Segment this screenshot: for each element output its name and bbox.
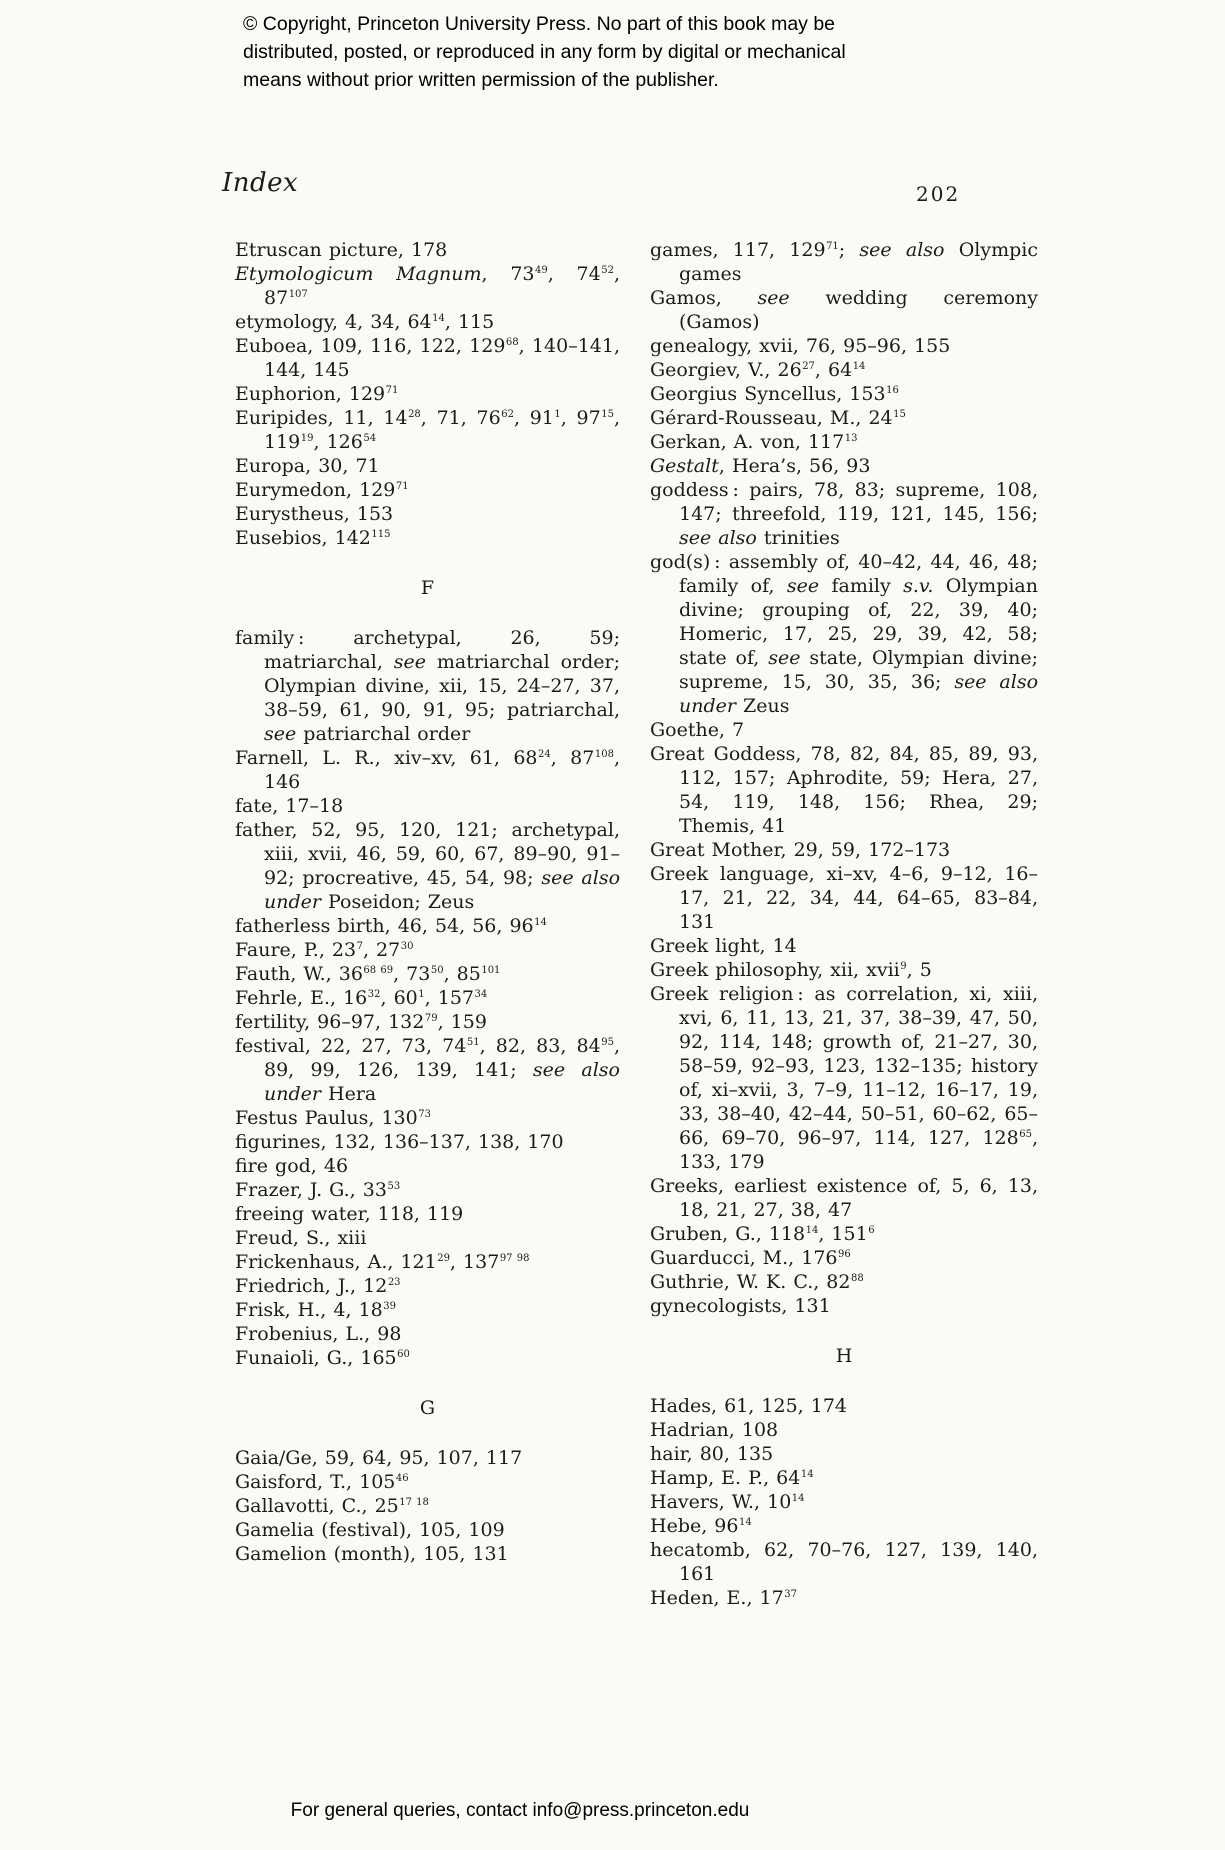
index-entry: Europa, 30, 71 [235,455,380,477]
index-entry: Gestalt, Hera’s, 56, 93 [650,455,871,477]
footnote-reference: 96 [838,1249,851,1260]
index-entry: Fehrle, E., $16^{32}$, $60^1$, $157^{34}$ [235,987,488,1009]
index-entry: genealogy, xvii, 76, 95–96, 155 [650,335,951,357]
index-entry: Frickenhaus, A., $121^{29}$, $137^{97 98}$ [235,1251,530,1273]
section-letter-h: H [835,1345,853,1367]
italic-text: see also under [264,1059,620,1105]
index-entry: Greek language, xi–xv, 4–6, 9–12, 16–17, 21, 22, 34, 44, 64–65, 83–84, 131 [650,863,1038,933]
footnote-reference: 14 [852,361,866,372]
index-entry: Frobenius, L., 98 [235,1323,402,1345]
index-entry: Eurymedon, $129^{71}$ [235,479,409,501]
footnote-reference: 46 [395,1473,409,1484]
footnote-reference: 79 [424,1013,438,1024]
footnote-reference: 97 98 [499,1253,530,1264]
copyright-line: distributed, posted, or reproduced in any form by digital or mechanical [243,41,846,63]
footnote-reference: 53 [387,1181,401,1192]
footnote-reference: 65 [1019,1129,1032,1140]
index-column-left [235,238,620,1566]
footnote-reference: 52 [601,265,614,276]
index-entry: fire god, 46 [235,1155,349,1177]
index-entry: Greek philosophy, xii, xvii$^9$, 5 [650,959,932,981]
footnote-reference: 73 [418,1109,431,1120]
index-entry: Etymologicum Magnum, $73^{49}$, $74^{52}$, $87^{107}$ [235,263,620,309]
footnote-reference: 32 [367,989,381,1000]
index-entry: Euphorion, $129^{71}$ [235,383,399,405]
section-letter-g: G [419,1397,436,1419]
footnote-reference: 14 [432,313,445,324]
footnote-reference: 101 [481,965,501,976]
index-entry: gynecologists, 131 [650,1295,831,1317]
footnote-reference: 28 [408,409,421,420]
index-entry: Georgiev, V., $26^{27}$, $64^{14}$ [650,359,866,381]
index-entry: figurines, 132, 136–137, 138, 170 [235,1131,564,1153]
footnote-reference: 68 [505,337,519,348]
page-title: Index [222,168,299,198]
index-entry: Friedrich, J., $12^{23}$ [235,1275,401,1297]
index-entry: Gamelia (festival), 105, 109 [235,1519,505,1541]
footnote-reference: 16 [886,385,899,396]
footnote-reference: 14 [738,1517,752,1528]
index-entry: Frisk, H., 4, $18^{39}$ [235,1299,396,1321]
italic-text: see [757,287,790,309]
index-entry: Great Goddess, 78, 82, 84, 85, 89, 93, 112, 157; Aphrodite, 59; Hera, 27, 54, 119, 148, 156; Rhea, 29; Themis, 41 [650,743,1038,837]
footnote-reference: 23 [387,1277,401,1288]
index-entry: Gruben, G., $118^{14}$, $151^6$ [650,1223,875,1245]
index-entry: Georgius Syncellus, $153^{16}$ [650,383,899,405]
index-entry: Gaisford, T., $105^{46}$ [235,1471,409,1493]
italic-text: Etymologicum Magnum [235,263,482,285]
footnote-reference: 71 [395,481,409,492]
footnote-reference: 15 [601,409,614,420]
footnote-reference: 1 [554,409,561,420]
footnote-reference: 71 [826,241,839,252]
footnote-reference: 115 [371,529,391,540]
index-entry: hecatomb, 62, 70–76, 127, 139, 140, 161 [650,1539,1038,1585]
index-entry: Farnell, L. R., xiv–xv, 61, $68^{24}$, $87^{108}$, 146 [235,747,620,793]
italic-text: see also [859,239,945,261]
index-entry: Festus Paulus, $130^{73}$ [235,1107,431,1129]
footnote-reference: 1 [418,989,425,1000]
footnote-reference: 108 [594,749,614,760]
footnote-reference: 30 [400,941,414,952]
index-entry: family : archetypal, 26, 59; matriarchal, see matriarchal order; Olympian divine, xii, 15, 24–27, 37, 38–59, 61, 90, 91, 95; patriarchal, see patriarchal order [235,627,620,745]
index-column-right [650,238,1038,1610]
index-entry: Greek light, 14 [650,935,797,957]
index-entry: Great Mother, 29, 59, 172–173 [650,839,951,861]
index-entry: Faure, P., $23^7$, $27^{30}$ [235,939,414,961]
index-entry: Gallavotti, C., $25^{17 18}$ [235,1495,429,1517]
footer-contact: For general queries, contact info@press.princeton.edu [290,1800,750,1821]
footnote-reference: 24 [538,749,551,760]
index-entry: father, 52, 95, 120, 121; archetypal, xiii, xvii, 46, 59, 60, 67, 89–90, 91–92; procreative, 45, 54, 98; see also under Poseidon; Zeus [235,819,621,913]
footnote-reference: 37 [784,1589,797,1600]
footnote-reference: 95 [601,1037,614,1048]
italic-text: see [393,651,426,673]
footnote-reference: 13 [844,433,858,444]
index-entry: Eurystheus, 153 [235,503,394,525]
footnote-reference: 54 [363,433,377,444]
index-entry: Euripides, 11, $14^{28}$, 71, $76^{62}$, $91^1$, $97^{15}$, $119^{19}$, $126^{54}$ [235,407,620,453]
footnote-reference: 107 [288,289,308,300]
footnote-reference: 29 [437,1253,450,1264]
italic-text: Gestalt [650,455,719,477]
footnote-reference: 14 [791,1493,805,1504]
index-entry: hair, 80, 135 [650,1443,774,1465]
index-entry: Fauth, W., $36^{68 69}$, $73^{50}$, $85^{101}$ [235,963,501,985]
index-entry: Guarducci, M., $176^{96}$ [650,1247,851,1269]
footnote-reference: 88 [851,1273,864,1284]
index-entry: Greeks, earliest existence of, 5, 6, 13, 18, 21, 27, 38, 47 [650,1175,1038,1221]
index-entry: fate, 17–18 [235,795,344,817]
italic-text: s.v. [903,575,934,597]
page-number: 202 [916,182,961,206]
index-entry: Frazer, J. G., $33^{53}$ [235,1179,401,1201]
section-letter-f: F [420,577,435,599]
footnote-reference: 27 [802,361,815,372]
footnote-reference: 39 [383,1301,396,1312]
index-entry: Gerkan, A. von, $117^{13}$ [650,431,858,453]
footnote-reference: 34 [474,989,488,1000]
copyright-line: © Copyright, Princeton University Press. No part of this book may be [243,13,836,35]
index-entry: Euboea, 109, 116, 122, $129^{68}$, 140–141, 144, 145 [235,335,620,381]
index-entry: games, 117, $129^{71}$; see also Olympic games [650,239,1038,285]
index-entry: fatherless birth, 46, 54, 56, $96^{14}$ [235,915,547,937]
copyright-notice [243,10,846,94]
footnote-reference: 68 69 [363,965,394,976]
footnote-reference: 15 [893,409,906,420]
footnote-reference: 62 [501,409,514,420]
footnote-reference: 7 [356,941,363,952]
italic-text: see also [679,527,757,549]
footnote-reference: 6 [868,1225,875,1236]
footnote-reference: 14 [800,1469,814,1480]
copyright-line: means without prior written permission of the publisher. [243,69,719,91]
index-entry: freeing water, 118, 119 [235,1203,464,1225]
footnote-reference: 49 [535,265,548,276]
index-entry: Eusebios, $142^{115}$ [235,527,391,549]
index-entry: festival, 22, 27, 73, $74^{51}$, 82, 83, $84^{95}$, 89, 99, 126, 139, 141; see also under Hera [235,1035,620,1105]
footnote-reference: 19 [300,433,314,444]
footnote-reference: 50 [430,965,444,976]
italic-text: see [264,723,297,745]
index-entry: Guthrie, W. K. C., $82^{88}$ [650,1271,864,1293]
index-entry: god(s) : assembly of, 40–42, 44, 46, 48; family of, see family s.v. Olympian divine; grouping of, 22, 39, 40; Homeric, 17, 25, 29, 39, 42, 58; state of, see state, Olympian divine; supreme, 15, 30, 35, 36; see also under Zeus [650,551,1039,717]
footnote-reference: 60 [397,1349,410,1360]
index-entry: Hamp, E. P., $64^{14}$ [650,1467,814,1489]
index-entry: fertility, 96–97, $132^{79}$, 159 [235,1011,487,1033]
index-entry: Gamelion (month), 105, 131 [235,1543,509,1565]
index-entry: Gamos, see wedding ceremony (Gamos) [650,287,1038,333]
italic-text: see also under [264,867,621,913]
index-entry: Goethe, 7 [650,719,745,741]
index-entry: Greek religion : as correlation, xi, xiii, xvi, 6, 11, 13, 21, 37, 38–39, 47, 50, 92, 114, 148; growth of, 21–27, 30, 58–59, 92–93, 123, 132–135; history of, xi–xvii, 3, 7–9, 11–12, 16–17, 19, 33, 38–40, 42–44, 50–51, 60–62, 65–66, 69–70, 96–97, 114, 127, $128^{65}$, 133, 179 [650,983,1038,1173]
footnote-reference: 14 [534,917,547,928]
italic-text: see [768,647,801,669]
italic-text: see also under [679,671,1039,717]
index-entry: Gérard-Rousseau, M., $24^{15}$ [650,407,906,429]
index-entry: Gaia/Ge, 59, 64, 95, 107, 117 [235,1447,523,1469]
index-entry: Hebe, $96^{14}$ [650,1515,752,1537]
footnote-reference: 71 [385,385,399,396]
index-entry: Heden, E., $17^{37}$ [650,1587,797,1609]
index-entry: Hades, 61, 125, 174 [650,1395,847,1417]
index-entry: goddess : pairs, 78, 83; supreme, 108, 147; threefold, 119, 121, 145, 156; see also trinities [650,479,1038,549]
footnote-reference: 17 18 [399,1497,429,1508]
italic-text: see [786,575,820,597]
index-entry: Hadrian, 108 [650,1419,779,1441]
footnote-reference: 14 [805,1225,819,1236]
index-entry: Funaioli, G., $165^{60}$ [235,1347,410,1369]
index-entry: Freud, S., xiii [235,1227,367,1249]
index-entry: Havers, W., $10^{14}$ [650,1491,805,1513]
index-entry: etymology, 4, 34, $64^{14}$, 115 [235,311,495,333]
footnote-reference: 51 [466,1037,480,1048]
footnote-reference: 9 [900,961,907,972]
index-entry: Etruscan picture, 178 [235,239,448,261]
